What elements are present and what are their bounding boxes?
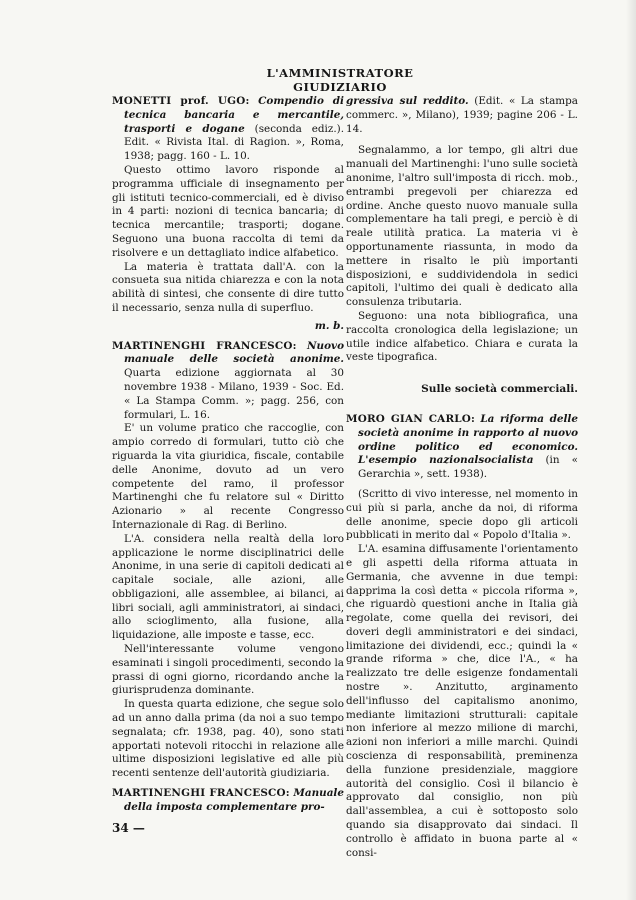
- entry-paragraph: Segnalammo, a lor tempo, gli altri due manuali del Martinenghi: l'uno sulle società anonime, l'altro sull'imposta di ricch. mob., entrambi pregevoli per chiarezza ed ordine. Anche questo nuovo manuale sulla complementare ha tali pregi, e perciò è di reale utilità pratica. La materia vi è opportunamente riassunta, in modo da mettere in risalto le più importanti disposizioni, e suddividendola in sedici capitoli, l'ultimo dei quali è dedicato alla consulenza tributaria.: [346, 144, 578, 309]
- entry-paragraph: E' un volume pratico che raccoglie, con ampio corredo di formulari, tutto ciò che riguarda la vita giuridica, fiscale, contabile delle Anonime, dovuto ad un vero competente del ramo, il professor Martinenghi che fu relatore sul « Diritto Azionario » al recente Congresso Internazionale di Rag. di Berlino.: [112, 422, 344, 531]
- entry-publication: (in « Gerarchia », sett. 1938).: [358, 454, 578, 481]
- entry-heading: [112, 787, 344, 815]
- entry-paragraph: (Scritto di vivo interesse, nel momento in cui più si parla, anche da noi, di riforma delle anonime, specie dopo gli articoli pubblicati in merito dal « Popolo d'Italia ».: [346, 487, 578, 542]
- review-entry: [112, 787, 344, 815]
- entry-paragraph: La materia è trattata dall'A. con la consueta sua nitida chiarezza e con la nota abilità di sintesi, che consente di dire tutto il necessario, senza nulla di superfluo.: [112, 260, 344, 314]
- entry-title: gressiva sul reddito.: [346, 95, 469, 107]
- review-entry: [346, 413, 578, 861]
- review-entry: [112, 340, 344, 782]
- binding-shadow: [626, 0, 636, 900]
- right-column: [346, 95, 578, 866]
- entry-author: MARTINENGHI FRANCESCO:: [112, 787, 290, 800]
- entry-publication: (Edit. « La stampa commerc. », Milano), 1939; pagine 206 - L. 14.: [346, 95, 578, 135]
- section-heading: Sulle società commerciali.: [421, 383, 578, 396]
- entry-author: MONETTI prof. UGO:: [112, 95, 250, 107]
- entry-heading: [112, 95, 344, 164]
- entry-heading: [112, 340, 344, 423]
- entry-paragraph: In questa quarta edizione, che segue solo ad un anno dalla prima (da noi a suo tempo segnalata; cfr. 1938, pag. 40), sono stati apportati notevoli ritocchi in relazione alle ultime disposizioni legislative ed alle più recenti sentenze dell'autorità giudiziaria.: [112, 698, 344, 780]
- entry-publication: Quarta edizione aggiornata al 30 novembre 1938 - Milano, 1939 - Soc. Ed. « La Stampa Comm. »; pagg. 256, con formulari, L. 16.: [124, 367, 344, 421]
- entry-author: MORO GIAN CARLO:: [346, 412, 476, 425]
- reviewer-signature: m. b.: [314, 319, 344, 332]
- entry-paragraph: L'A. considera nella realtà della loro applicazione le norme disciplinatrici delle Anonime, in una serie di capitoli dedicati al capitale sociale, alle azioni, alle obbligazioni, alle assemblee, ai bilanci, ai libri sociali, agli amministratori, ai sindaci, allo scioglimento, alla fusione, alla liquidazione, alle imposte e tasse, ecc.: [112, 532, 344, 642]
- entry-heading-continued: [346, 95, 578, 136]
- entry-paragraph: L'A. esamina diffusamente l'orientamento e gli aspetti della riforma attuata in Germania, che avvenne in due tempi: dapprima la così detta « piccola riforma », che riguardò questioni anche in Italia già regolate, come quella dei revisori, dei doveri degli amministratori e dei sindaci, limitazione dei dividendi, ecc.; quindi la « grande riforma » che, dice l'A., « ha realizzato tre delle esigenze fondamentali nostre ». Anzitutto, arginamento dell'influsso del capitalismo anonimo, mediante limitazioni strutturali: capitale non inferiore al mezzo milione di marchi, azioni non inferiori a mille marchi. Quindi coscienza di responsabilità, preminenza della funzione presidenziale, maggiore autorità del consiglio. Così il bilancio è approvato dal consiglio, non più dall'assemblea, a cui è sottoposto solo quando sia disapprovato dai sindaci. Il controllo è affidato in buona parte al « consi-: [346, 543, 578, 859]
- page-number: 34 —: [112, 821, 145, 835]
- entry-heading: [346, 413, 578, 482]
- entry-paragraph: Nell'interessante volume vengono esaminati i singoli procedimenti, secondo la prassi di ogni giorno, ricordando anche la giurisprudenza dominante.: [112, 643, 344, 697]
- review-entry: [346, 95, 578, 365]
- entry-paragraph: Questo ottimo lavoro risponde al programma ufficiale di insegnamento per gli istituti tecnico-commerciali, ed è diviso in 4 parti: nozioni di tecnica bancaria; di tecnica mercantile; trasporti; dogane. Seguono una buona raccolta di temi da risolvere e un dettagliato indice alfabetico.: [112, 163, 344, 259]
- entry-title: Compendio di tecnica bancaria e mercantile, trasporti e dogane: [124, 95, 345, 135]
- entry-publication: (seconda ediz.). Edit. « Rivista Ital. di Ragion. », Roma, 1938; pagg. 160 - L. 10.: [124, 122, 345, 163]
- running-head: L'AMMINISTRATORE GIUDIZIARIO: [266, 66, 414, 94]
- left-column: [112, 95, 344, 821]
- entry-title: Nuovo manuale delle società anonime.: [124, 339, 344, 366]
- entry-title: La riforma delle società anonime in rapporto al nuovo ordine politico ed economico. L'esempio nazionalsocialista: [358, 412, 578, 467]
- entry-author: MARTINENGHI FRANCESCO:: [112, 339, 297, 352]
- review-entry: [112, 95, 344, 334]
- entry-paragraph: Seguono: una nota bibliografica, una raccolta cronologica della legislazione; un utile indice alfabetico. Chiara e curata la veste tipografica.: [346, 309, 578, 364]
- entry-title: Manuale della imposta complementare pro-: [124, 787, 344, 813]
